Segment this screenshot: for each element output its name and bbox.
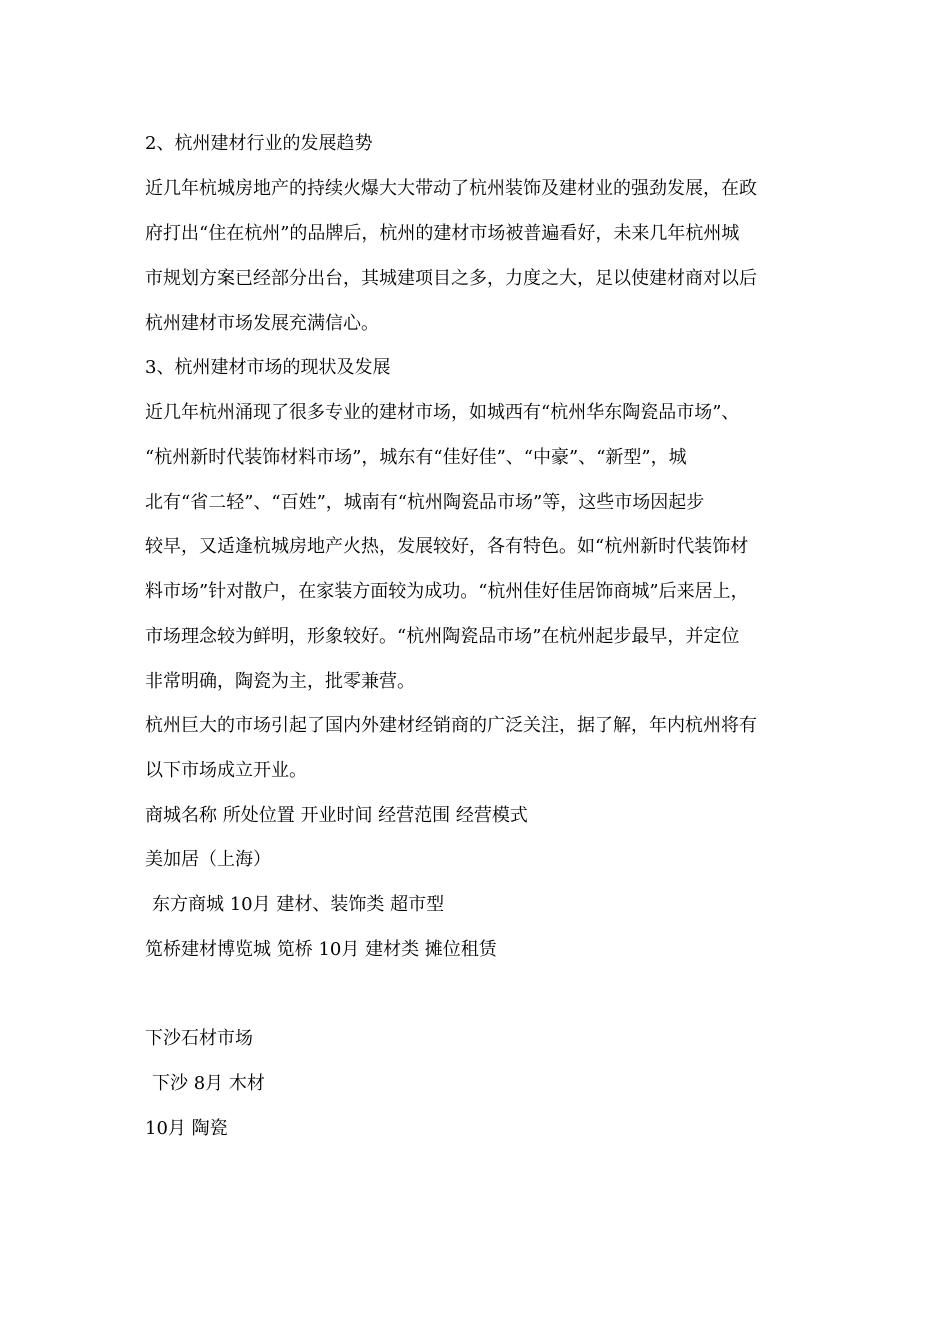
paragraph-line: 市规划方案已经部分出台，其城建项目之多，力度之大，足以使建材商对以后: [145, 268, 757, 289]
market-row: 下沙 8月 木材: [152, 1073, 265, 1094]
market-row: 下沙石材市场: [145, 1028, 253, 1049]
paragraph-line: 杭州建材市场发展充满信心。: [145, 313, 379, 334]
market-row: 笕桥建材博览城 笕桥 10月 建材类 摊位租赁: [145, 939, 497, 960]
paragraph-line: 市场理念较为鲜明，形象较好。“杭州陶瓷品市场”在杭州起步最早，并定位: [145, 626, 740, 647]
paragraph-line: 较早，又适逢杭城房地产火热，发展较好，各有特色。如“杭州新时代装饰材: [145, 536, 749, 557]
paragraph-line: 料市场”针对散户，在家装方面较为成功。“杭州佳好佳居饰商城”后来居上，: [145, 581, 749, 602]
market-row: 美加居（上海）: [145, 849, 271, 870]
paragraph-line: 北有“省二轻”、“百姓”，城南有“杭州陶瓷品市场”等，这些市场因起步: [145, 492, 705, 513]
paragraph-line: 近几年杭城房地产的持续火爆大大带动了杭州装饰及建材业的强劲发展，在政: [145, 178, 757, 199]
paragraph-line: 近几年杭州涌现了很多专业的建材市场，如城西有“杭州华东陶瓷品市场”、: [145, 402, 740, 423]
market-row: 10月 陶瓷: [145, 1118, 228, 1139]
market-table-header: 商城名称 所处位置 开业时间 经营范围 经营模式: [145, 805, 528, 826]
market-row: 东方商城 10月 建材、装饰类 超市型: [152, 894, 445, 915]
paragraph-line: 以下市场成立开业。: [145, 760, 307, 781]
paragraph-line: 杭州巨大的市场引起了国内外建材经销商的广泛关注，据了解，年内杭州将有: [145, 715, 757, 736]
paragraph-line: 府打出“住在杭州”的品牌后，杭州的建材市场被普遍看好，未来几年杭州城: [145, 223, 740, 244]
paragraph-line: “杭州新时代装饰材料市场”，城东有“佳好佳”、“中豪”、“新型”，城: [145, 447, 687, 468]
paragraph-line: 非常明确，陶瓷为主，批零兼营。: [145, 671, 415, 692]
section-heading-3: 3、杭州建材市场的现状及发展: [145, 357, 391, 378]
section-heading-2: 2、杭州建材行业的发展趋势: [145, 133, 373, 154]
